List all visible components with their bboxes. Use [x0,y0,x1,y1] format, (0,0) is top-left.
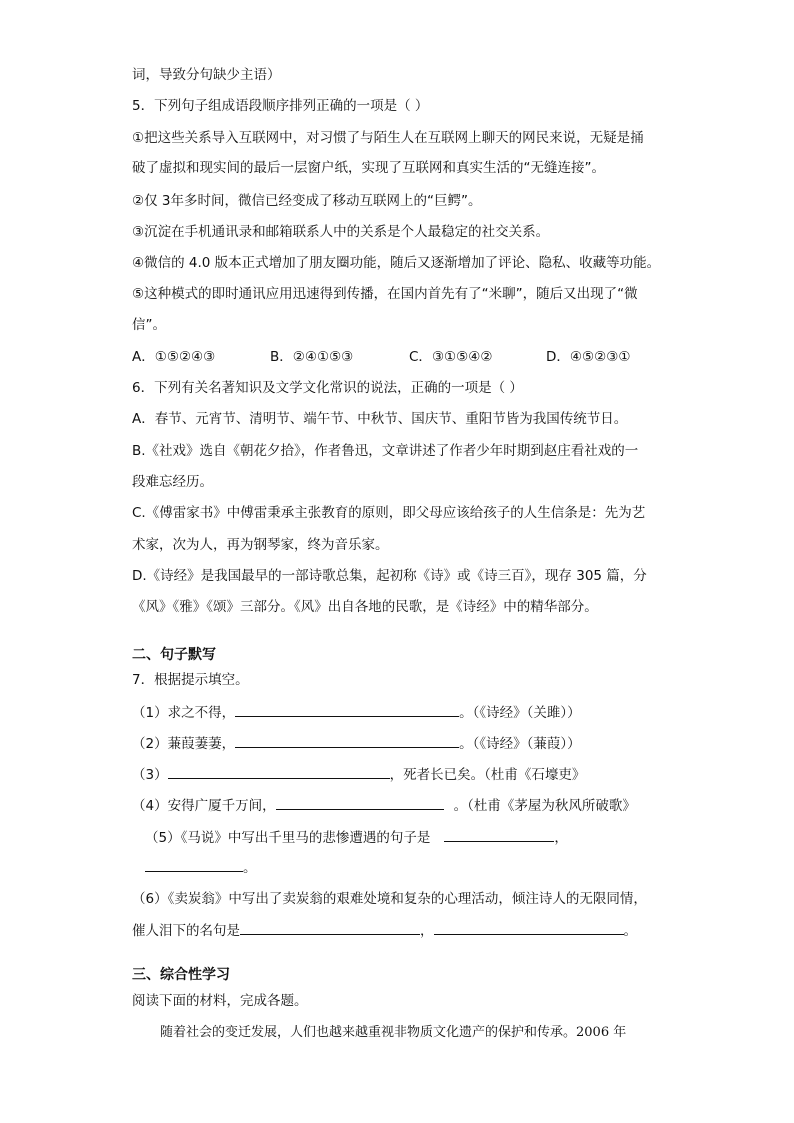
text-line: 词，导致分句缺少主语） [132,67,281,83]
sentence-2: ②仅 3年多时间，微信已经变成了移动互联网上的“巨鳄”。 [132,193,482,209]
question-6: 6．下列有关名著知识及文学文化常识的说法，正确的一项是（ ） [132,380,523,396]
source-text: 。（《诗经》（关雎）） [459,705,581,721]
fill-blank-3 [132,765,585,784]
q6-option-c-cont: 术家，次为人，再为钢琴家，终为音乐家。 [132,537,389,553]
fill-blank-1 [132,703,581,722]
section-heading-3: 三、综合性学习 [132,967,230,983]
sentence-1-cont: 破了虚拟和现实间的最后一层窗户纸，实现了互联网和真实生活的“无缝连接”。 [132,160,605,176]
q6-option-a: A．春节、元宵节、清明节、端午节、中秋节、国庆节、重阳节皆为我国传统节日。 [132,411,628,427]
answer-blank[interactable] [235,703,459,717]
option-text: ②④①⑤③ [292,349,354,365]
prompt-text: （4）安得广厦千万间， [132,798,276,814]
fill-blank-5-cont [145,858,257,877]
answer-blank[interactable] [276,796,444,810]
q6-option-b-cont: 段难忘经历。 [132,474,213,490]
q6-option-d: D.《诗经》是我国最早的一部诗歌总集，起初称《诗》或《诗三百》，现存 305 篇，分 [132,568,647,584]
separator-text: ， [420,923,434,939]
fill-blank-2 [132,734,581,753]
q6-option-c: C.《傅雷家书》中傅雷秉承主张教育的原则，即父母应该给孩子的人生信条是：先为艺 [132,505,646,521]
answer-blank[interactable] [235,734,459,748]
q5-option-b [270,348,353,366]
option-letter: A． [132,349,155,365]
option-text: ③①⑤④② [431,349,493,365]
q5-option-a [132,348,215,366]
end-text: 。 [623,923,637,939]
answer-blank[interactable] [145,858,243,872]
sentence-5: ⑤这种模式的即时通讯应用迅速得到传播，在国内首先有了“米聊”，随后又出现了“微 [132,286,638,302]
end-text: 。 [243,860,257,876]
question-7: 7．根据提示填空。 [132,672,249,688]
option-letter: B． [270,349,293,365]
fill-blank-4 [132,796,636,815]
prompt-text: （2）蒹葭萋萋， [132,736,236,752]
prompt-text: （1）求之不得， [132,705,236,721]
section-heading-2: 二、句子默写 [132,647,216,663]
question-5: 5．下列句子组成语段顺序排列正确的一项是（ ） [132,98,429,114]
q5-option-c [409,348,492,366]
option-text: ④⑤②③① [569,349,631,365]
sentence-1: ①把这些关系导入互联网中，对习惯了与陌生人在互联网上聊天的网民来说，无疑是捅 [132,130,644,146]
prompt-text: （5）《马说》中写出千里马的悲惨遭遇的句子是 [145,830,431,846]
option-text: ①⑤②④③ [154,349,216,365]
source-text: 。（《诗经》（蒹葭）） [459,736,581,752]
answer-blank[interactable] [168,765,390,779]
reading-instruction: 阅读下面的材料，完成各题。 [132,993,308,1009]
answer-blank[interactable] [240,921,420,935]
fill-blank-6: （6）《卖炭翁》中写出了卖炭翁的艰难处境和复杂的心理活动，倾注诗人的无限同情， [132,891,647,907]
answer-blank[interactable] [434,921,624,935]
prompt-text: 催人泪下的名句是 [132,923,240,939]
answer-blank[interactable] [444,828,554,842]
q6-option-d-cont: 《风》《雅》《颂》三部分。《风》出自各地的民歌，是《诗经》中的精华部分。 [132,599,598,615]
q5-option-d [546,348,630,366]
prompt-text: （3） [132,767,168,783]
fill-blank-5 [145,828,568,847]
fill-blank-6-cont [132,921,637,940]
source-text: ，死者长已矣。（杜甫《石壕吏》 [389,767,586,783]
reading-passage: 随着社会的变迁发展，人们也越来越重视非物质文化遗产的保护和传承。2006 年 [160,1025,627,1040]
source-text: 。（杜甫《茅屋为秋风所破歌》 [453,798,636,814]
sentence-3: ③沉淀在手机通讯录和邮箱联系人中的关系是个人最稳定的社交关系。 [132,224,550,240]
q6-option-b: B.《社戏》选自《朝花夕拾》，作者鲁迅，文章讲述了作者少年时期到赵庄看社戏的一 [132,443,639,459]
option-letter: D． [546,349,570,365]
separator-text: ， [554,830,568,846]
option-letter: C． [409,349,432,365]
sentence-4: ④微信的 4.0 版本正式增加了朋友圈功能，随后又逐渐增加了评论、隐私、收藏等功能。 [132,255,661,271]
sentence-5-cont: 信”。 [132,317,166,333]
